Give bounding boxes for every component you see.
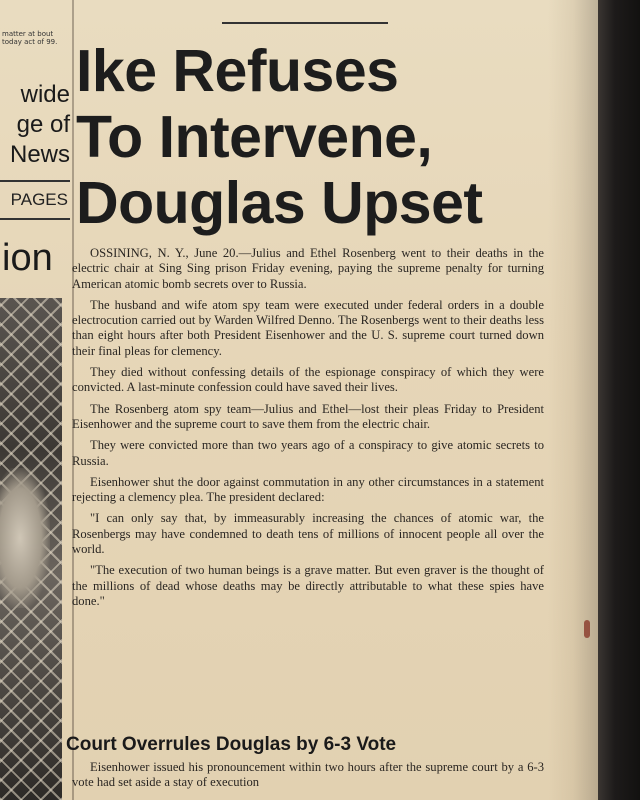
page-fold-shadow — [548, 0, 598, 800]
left-promo — [4, 80, 70, 170]
article-paragraph: Eisenhower issued his pronouncement within two hours after the supreme court by a 6-3 vote had set aside a stay of execution — [72, 760, 544, 790]
article-continuation — [72, 760, 544, 791]
news-photo — [0, 298, 62, 800]
article-body — [72, 246, 544, 615]
article-paragraph: OSSINING, N. Y., June 20.—Julius and Ethel Rosenberg went to their deaths in the electric chair at Sing Sing prison Friday evening, paying the supreme penalty for turning American atomic bomb secrets over to Russia. — [72, 246, 544, 291]
top-headline-fragment — [90, 0, 550, 8]
background-edge — [598, 0, 640, 800]
left-small-text: matter at bout today act of 99. — [2, 30, 58, 46]
article-paragraph: The Rosenberg atom spy team—Julius and Ethel—lost their pleas Friday to President Eisenhower and the supreme court to save them from the electric chair. — [72, 401, 544, 431]
section-fragment: ion — [2, 237, 53, 279]
left-rule — [0, 180, 70, 182]
promo-line: wide — [20, 81, 70, 108]
article-paragraph: Eisenhower shut the door against commutation in any other circumstances in a statement rejecting a clemency plea. The president declared: — [72, 474, 544, 505]
left-rule — [0, 218, 70, 220]
article-paragraph: The husband and wife atom spy team were executed under federal orders in a double electrocution carried out by Warden Wilfred Denno. The Rosenbergs went to their deaths less than eight hours after both President Eisenhower and the U. S. supreme court turned down their final pleas for clemency. — [72, 297, 544, 358]
pages-label: PAGES — [10, 190, 68, 209]
promo-line: ge of — [16, 111, 70, 138]
headline-line: Douglas Upset — [76, 170, 483, 236]
headline-line: Ike Refuses — [76, 38, 399, 104]
ink-spot — [584, 620, 590, 638]
article-paragraph: "The execution of two human beings is a grave matter. But even graver is the thought of the millions of dead whose deaths may be directly attributable to what these spies have done." — [72, 563, 544, 608]
article-paragraph: "I can only say that, by immeasurably increasing the chances of atomic war, the Rosenbergs may have condemned to death tens of millions of innocent people all over the world. — [72, 511, 544, 557]
headline-line: To Intervene, — [76, 104, 433, 170]
article-paragraph: They died without confessing details of the espionage conspiracy of which they were convicted. A last-minute confession could have saved their lives. — [72, 365, 544, 395]
top-rule — [222, 22, 388, 24]
left-column — [0, 0, 72, 800]
subheadline: Court Overrules Douglas by 6-3 Vote — [66, 734, 397, 755]
promo-line: News — [9, 141, 70, 168]
main-headline — [76, 38, 556, 236]
photo-figure — [0, 468, 50, 608]
article-paragraph: They were convicted more than two years ago of a conspiracy to give atomic secrets to Russia. — [72, 438, 544, 468]
